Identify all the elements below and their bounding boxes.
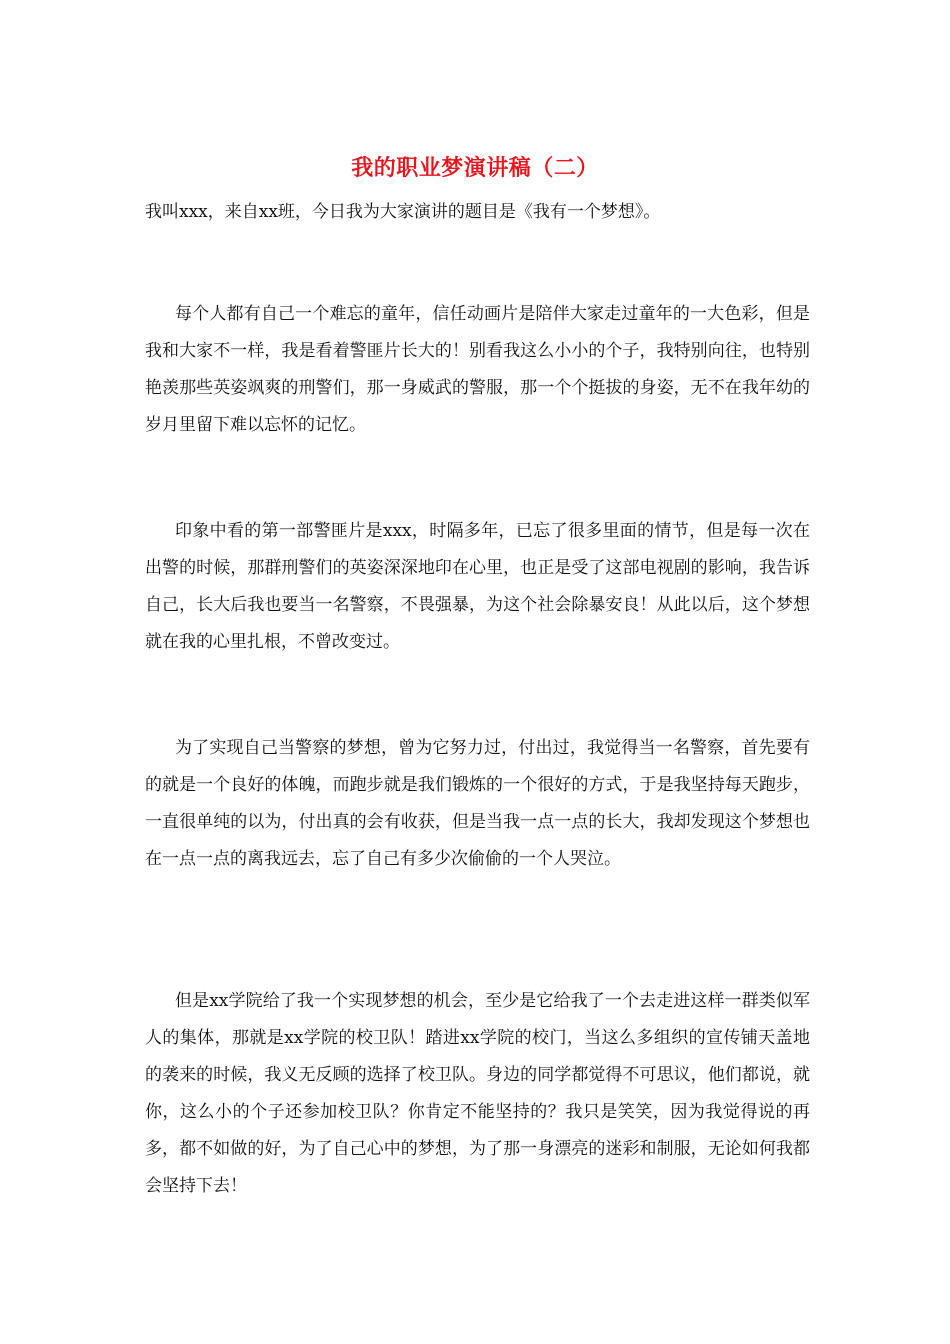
paragraph-first-film: 印象中看的第一部警匪片是xxx，时隔多年，已忘了很多里面的情节，但是每一次在出警的时候，那群刑警们的英姿深深地印在心里，也正是受了这部电视剧的影响，我告诉自己，长大后我也要当一名警察，不畏强暴，为这个社会除暴安良！从此以后，这个梦想就在我的心里扎根，不曾改变过。 [145, 521, 810, 652]
page-title: 我的职业梦演讲稿（二） [351, 155, 599, 181]
intro-line: 我叫xxx，来自xx班，今日我为大家演讲的题目是《我有一个梦想》。 [145, 202, 661, 222]
paragraph-school-guard: 但是xx学院给了我一个实现梦想的机会，至少是它给我了一个去走进这样一群类似军人的集体，那就是xx学院的校卫队！踏进xx学院的校门，当这么多组织的宣传铺天盖地的袭来的时候，我义无反顾的选择了校卫队。身边的同学都觉得不可思议，他们都说，就你，这么小的个子还参加校卫队？你肯定不能坚持的？我只是笑笑，因为我觉得说的再多，都不如做的好，为了自己心中的梦想，为了那一身漂亮的迷彩和制服，无论如何我都会坚持下去！ [145, 991, 810, 1196]
paragraph-childhood: 每个人都有自己一个难忘的童年，信任动画片是陪伴大家走过童年的一大色彩，但是我和大家不一样，我是看着警匪片长大的！别看我这么小小的个子，我特别向往，也特别艳羡那些英姿飒爽的刑警们，那一身威武的警服，那一个个挺拔的身姿，无不在我年幼的岁月里留下难以忘怀的记忆。 [145, 304, 810, 435]
paragraph-effort: 为了实现自己当警察的梦想，曾为它努力过，付出过，我觉得当一名警察，首先要有的就是一个良好的体魄，而跑步就是我们锻炼的一个很好的方式，于是我坚持每天跑步，一直很单纯的以为，付出真的会有收获，但是当我一点一点的长大，我却发现这个梦想也在一点一点的离我远去，忘了自己有多少次偷偷的一个人哭泣。 [145, 738, 810, 869]
